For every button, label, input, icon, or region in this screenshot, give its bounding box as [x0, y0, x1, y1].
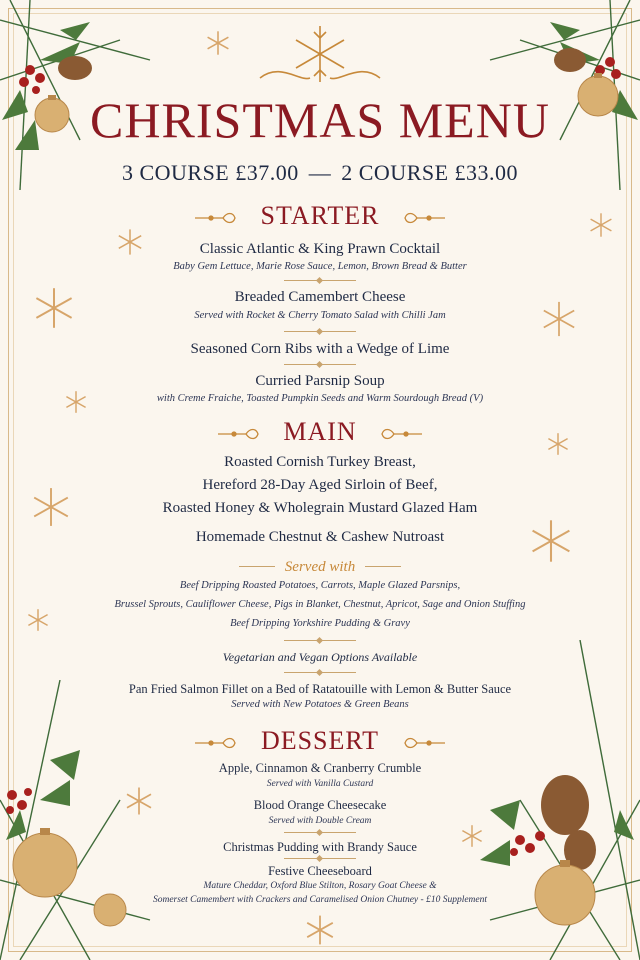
swirl-ornament-icon: [216, 427, 262, 441]
served-with-row: [0, 556, 640, 576]
starter-item-prawn-cocktail: Classic Atlantic & King Prawn Cocktail: [199, 241, 441, 257]
divider: [284, 672, 356, 673]
price-separator: —: [308, 160, 332, 185]
two-course-price: 2 COURSE £33.00: [341, 160, 519, 185]
dessert-heading: DESSERT: [260, 726, 380, 755]
dessert-item-cheeseboard-desc-1: Mature Cheddar, Oxford Blue Stilton, Rosary Goat Cheese &: [203, 881, 437, 891]
snowflake-icon: [205, 30, 231, 56]
dessert-item-cheesecake: Blood Orange Cheesecake: [253, 798, 387, 812]
served-with-line-2: Brussel Sprouts, Cauliflower Cheese, Pigs in Blanket, Chestnut, Apricot, Sage and Onion Stuffing: [114, 599, 526, 610]
starter-item-corn-ribs: Seasoned Corn Ribs with a Wedge of Lime: [190, 341, 450, 357]
swirl-ornament-icon: [193, 736, 239, 750]
dessert-heading-row: [0, 726, 640, 756]
dessert-item-pudding: Christmas Pudding with Brandy Sauce: [223, 840, 417, 854]
starter-item-prawn-cocktail-desc: Baby Gem Lettuce, Marie Rose Sauce, Lemon, Brown Bread & Butter: [173, 261, 467, 272]
main-heading: MAIN: [283, 417, 357, 446]
dessert-item-cheeseboard: Festive Cheeseboard: [268, 864, 372, 878]
dessert-item-cheesecake-desc: Served with Double Cream: [268, 816, 372, 826]
main-item-sirloin: Hereford 28-Day Aged Sirloin of Beef,: [202, 477, 438, 493]
dessert-item-crumble-desc: Served with Vanilla Custard: [266, 779, 374, 789]
top-snowflake-ornament: [250, 22, 390, 92]
divider: [284, 832, 356, 833]
main-item-ham: Roasted Honey & Wholegrain Mustard Glazed Ham: [162, 500, 478, 516]
menu-title: CHRISTMAS MENU: [90, 92, 550, 148]
main-item-salmon: Pan Fried Salmon Fillet on a Bed of Ratatouille with Lemon & Butter Sauce: [128, 682, 512, 696]
pricing-line: [0, 160, 640, 186]
main-item-salmon-desc: Served with New Potatoes & Green Beans: [231, 699, 409, 710]
main-item-nutroast: Homemade Chestnut & Cashew Nutroast: [195, 529, 445, 545]
dessert-item-cheeseboard-desc-2: Somerset Camembert with Crackers and Caramelised Onion Chutney - £10 Supplement: [152, 895, 488, 905]
served-with-line-1: Beef Dripping Roasted Potatoes, Carrots, Maple Glazed Parsnips,: [179, 580, 461, 591]
served-with-line-3: Beef Dripping Yorkshire Pudding & Gravy: [230, 618, 410, 629]
bottom-snowflake-icon: [304, 914, 336, 946]
served-with-label: Served with: [284, 559, 356, 575]
divider: [284, 331, 356, 332]
three-course-price: 3 COURSE £37.00: [121, 160, 299, 185]
divider: [284, 280, 356, 281]
starter-item-parsnip-soup: Curried Parsnip Soup: [255, 373, 385, 389]
swirl-ornament-icon: [193, 211, 239, 225]
main-heading-row: [0, 417, 640, 447]
swirl-ornament-icon: [378, 427, 424, 441]
vegetarian-note: Vegetarian and Vegan Options Available: [222, 650, 418, 664]
divider: [284, 640, 356, 641]
divider: [284, 858, 356, 859]
divider: [284, 364, 356, 365]
starter-item-parsnip-soup-desc: with Creme Fraiche, Toasted Pumpkin Seeds and Warm Sourdough Bread (V): [156, 393, 484, 404]
starter-item-camembert-desc: Served with Rocket & Cherry Tomato Salad with Chilli Jam: [194, 310, 446, 321]
dessert-item-crumble: Apple, Cinnamon & Cranberry Crumble: [218, 761, 422, 775]
starter-heading-row: [0, 201, 640, 231]
swirl-ornament-icon: [401, 211, 447, 225]
main-item-turkey: Roasted Cornish Turkey Breast,: [224, 454, 416, 470]
swirl-ornament-icon: [401, 736, 447, 750]
starter-heading: STARTER: [260, 201, 380, 230]
starter-item-camembert: Breaded Camembert Cheese: [234, 289, 406, 305]
